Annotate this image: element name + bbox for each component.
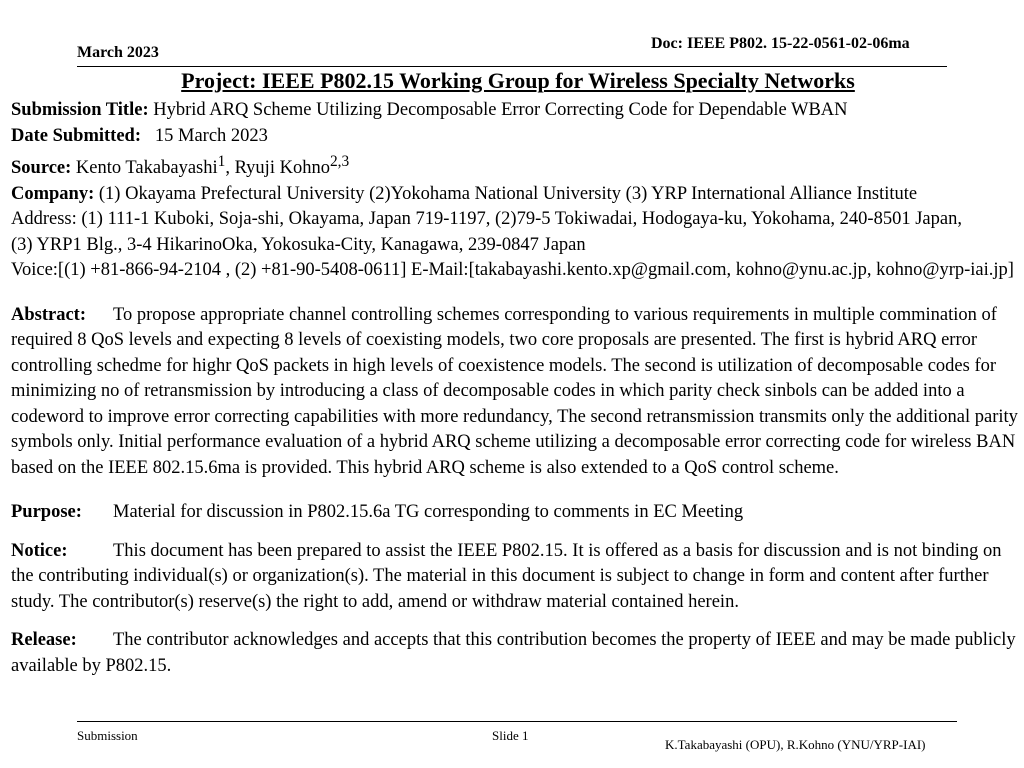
footer-authors: K.Takabayashi (OPU), R.Kohno (YNU/YRP-IAI) [665,737,926,752]
notice-section [11,539,1021,616]
source-line [11,149,1021,182]
source-label: Source: [11,158,72,179]
release-section [11,628,1021,679]
company-line [11,182,1021,208]
notice-text: This document has been prepared to assist the IEEE P802.15. It is offered as a basis for discussion and is not binding on the contributing individual(s) or organization(s). The material in this document is subject to change in form and content after further study. The contributor(s) reserve(s) the right to add, amend or withdraw material contained herein. [11,540,1002,612]
header-date: March 2023 [77,44,159,61]
date-submitted-line [11,124,1021,150]
abstract-label: Abstract: [11,304,87,325]
purpose-section [11,500,1021,526]
purpose-label: Purpose: [11,502,82,523]
footer-slide-number: Slide 1 [492,728,529,743]
voice-email-line: Voice:[(1) +81-866-94-2104 , (2) +81-90-5408-0611] E-Mail:[takabayashi.kento.xp@gmail.com, kohno@ynu.ac.jp, kohno@yrp-iai.jp] [11,260,1014,281]
date-submitted-label: Date Submitted: [11,125,142,146]
submission-title-line [11,98,1021,124]
page-title: Project: IEEE P802.15 Working Group for Wireless Specialty Networks [181,68,855,93]
company-value: (1) Okayama Prefectural University (2)Yokohama National University (3) YRP International Alliance Institute [98,183,918,204]
document-body [11,98,1021,679]
header-divider [77,66,947,67]
address-line: Address: (1) 111-1 Kuboki, Soja-shi, Okayama, Japan 719-1197, (2)79-5 Tokiwadai, Hodogaya-ku, Yokohama, 240-8501 Japan, [11,209,962,230]
address-line-2: (3) YRP1 Blg., 3-4 HikarinoOka, Yokosuka-City, Kanagawa, 239-0847 Japan [11,234,586,255]
header-doc-id: Doc: IEEE P802. 15-22-0561-02-06ma [651,35,910,52]
date-submitted-value: 15 March 2023 [154,125,268,146]
submission-title-value: Hybrid ARQ Scheme Utilizing Decomposable Error Correcting Code for Dependable WBAN [153,100,848,120]
author-1-affiliation: 1 [217,153,226,170]
company-label: Company: [11,183,95,204]
author-2-name: Ryuji Kohno [234,158,330,179]
release-text: The contributor acknowledges and accepts that this contribution becomes the property of IEEE and may be made publicly available by P802.15. [11,630,1016,676]
author-2-affiliation: 2,3 [329,153,350,170]
abstract-section [11,303,1021,482]
purpose-text: Material for discussion in P802.15.6a TG corresponding to comments in EC Meeting [113,502,744,523]
submission-title-label: Submission Title: [11,100,149,120]
author-1-name: Kento Takabayashi [75,158,218,179]
author-separator: , [225,158,235,179]
notice-label: Notice: [11,540,68,561]
footer-submission: Submission [77,728,138,743]
release-label: Release: [11,630,77,651]
abstract-text: To propose appropriate channel controlling schemes corresponding to various requirements in multiple commination of required 8 QoS levels and expecting 8 levels of coexisting models, two core proposals are presented. The first is hybrid ARQ error controlling schedme for highr QoS packets in high levels of coexistence models. The second is utilization of decomposable codes for minimizing no of retransmission by introducing a class of decomposable codes in which parity check sinbols can be added into a codeword to improve error correcting capabilities with more redundancy, The second retransmission transmits only the additional parity symbols only. Initial performance evaluation of a hybrid ARQ scheme utilizing a decomposable error correcting code for wireless BAN based on the IEEE 802.15.6ma is provided. This hybrid ARQ scheme is also extended to a QoS control scheme. [11,304,1018,478]
footer-divider [77,721,957,722]
